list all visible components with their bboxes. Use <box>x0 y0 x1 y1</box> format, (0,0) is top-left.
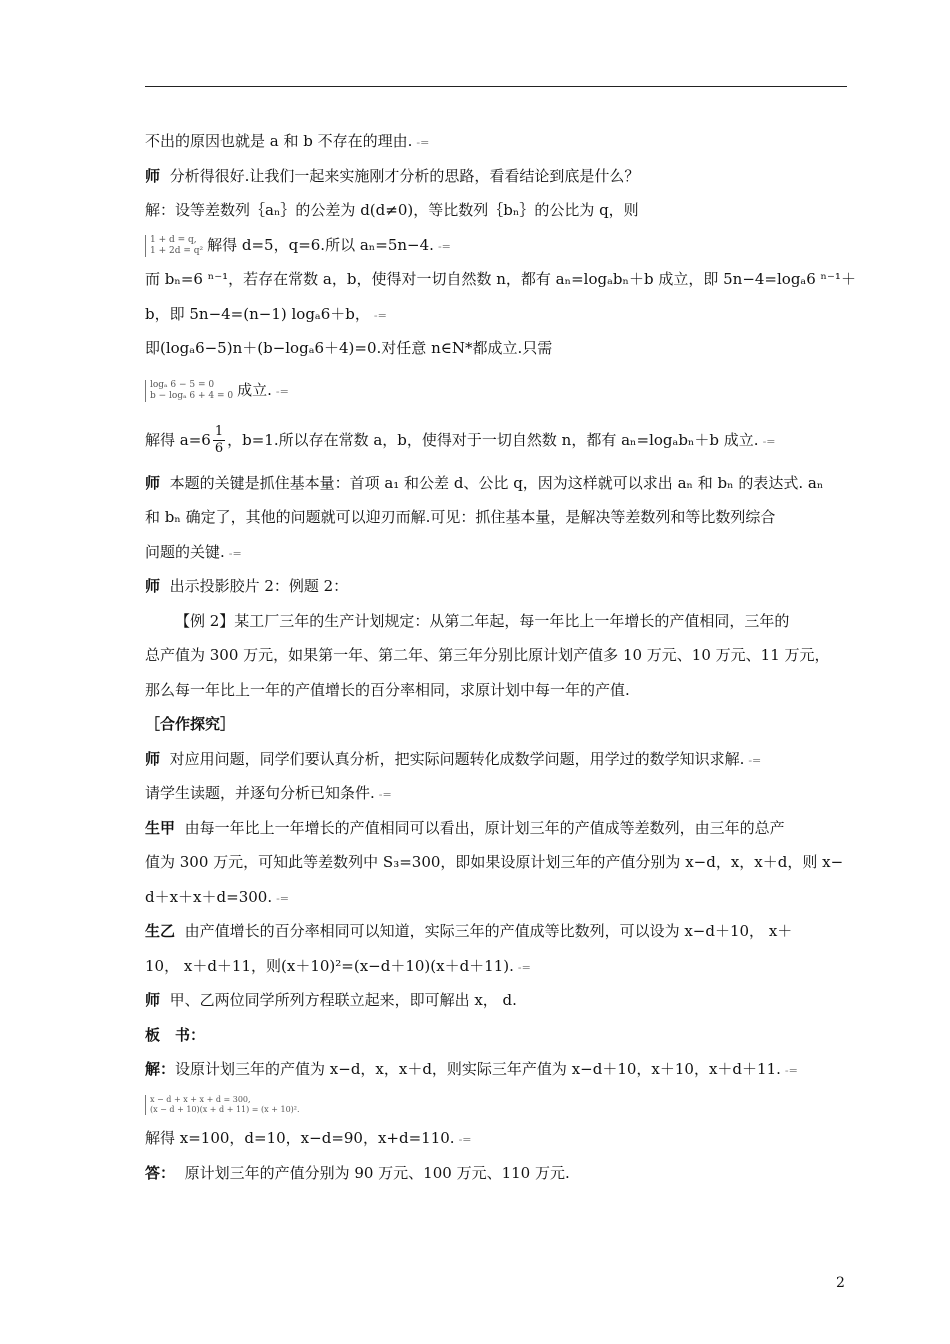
speaker-label: 生甲 <box>145 818 176 837</box>
paragraph-line: 师 分析得很好.让我们一起来实施刚才分析的思路，看看结论到底是什么？ <box>145 166 640 185</box>
paragraph-line: 解得 x=100，d=10，x−d=90，x+d=110. -= <box>145 1129 472 1147</box>
paragraph-line: 师 本题的关键是抓住基本量：首项 a₁ 和公差 d、公比 q，因为这样就可以求出 aₙ 和 bₙ 的表达式. aₙ <box>145 473 824 492</box>
speaker-label: 生乙 <box>145 922 176 940</box>
paragraph-line: 【例 2】某工厂三年的生产计划规定：从第二年起，每一年比上一年增长的产值相同，三年的 <box>175 611 790 630</box>
paragraph-line: 解得 a=6 $\frac{1}{6}$ ，b=1.所以存在常数 a，b，使得对于一切自然数 n，都有 aₙ=logₐbₙ＋b 成立. -= <box>145 424 776 456</box>
equation-system: x − d + x + x + d = 300, (x − d + 10)(x + d + 11) = (x + 10)². <box>145 1095 300 1115</box>
document-body <box>145 124 856 1190</box>
speaker-label: 师 <box>145 473 161 492</box>
speaker-label: 师 <box>145 749 161 768</box>
paragraph-line: 1 + d = q, 1 + 2d = q² 解得 d=5，q=6.所以 aₙ=5n−4. -= <box>145 228 850 263</box>
paragraph-line: b，即 5n−4=(n−1) logₐ6＋b， -= <box>145 304 387 323</box>
speaker-label: 师 <box>145 577 161 595</box>
page-number: 2 <box>836 1275 845 1291</box>
paragraph-line: 总产值为 300 万元，如果第一年、第二年、第三年分别比原计划产值多 10 万元、10 万元、11 万元， <box>145 646 830 664</box>
paragraph-line: 师 出示投影胶片 2：例题 2： <box>145 577 349 595</box>
paragraph-line <box>145 1087 850 1122</box>
paragraph-line: 答： 原计划三年的产值分别为 90 万元、100 万元、110 万元. <box>145 1163 570 1182</box>
paragraph-line: 请学生读题，并逐句分析已知条件. -= <box>145 784 392 802</box>
paragraph-line: d＋x＋x＋d=300. -= <box>145 887 290 906</box>
paragraph-line: 师 甲、乙两位同学所列方程联立起来，即可解出 x， d. <box>145 991 517 1009</box>
paragraph-line: 而 bₙ=6 ⁿ⁻¹，若存在常数 a，b，使得对一切自然数 n，都有 aₙ=logₐbₙ＋b 成立，即 5n−4=logₐ6 ⁿ⁻¹＋ <box>145 270 856 288</box>
paragraph-line: 师 对应用问题，同学们要认真分析，把实际问题转化成数学问题，用学过的数学知识求解. -= <box>145 749 762 768</box>
speaker-label: 师 <box>145 166 161 185</box>
fraction: $\frac{1}{6}$ <box>214 424 224 456</box>
equation-system: 1 + d = q, 1 + 2d = q² <box>145 235 203 257</box>
paragraph-line: 解：设原计划三年的产值为 x−d，x，x＋d，则实际三年产值为 x−d＋10，x＋10，x＋d＋11. -= <box>145 1060 798 1078</box>
speaker-label: 解： <box>145 1060 176 1078</box>
speaker-label: 板 书： <box>145 1025 206 1044</box>
paragraph-line: 值为 300 万元，可知此等差数列中 S₃=300，即如果设原计划三年的产值分别为 x−d，x，x＋d，则 x− <box>145 853 844 871</box>
equation-system: logₐ 6 − 5 = 0 b − logₐ 6 + 4 = 0 <box>145 380 233 402</box>
header-rule <box>145 86 847 87</box>
section-heading: ［合作探究］ <box>145 715 236 733</box>
paragraph-line: 即(logₐ6−5)n＋(b−logₐ6＋4)=0.对任意 n∈N*都成立.只需 <box>145 339 553 357</box>
paragraph-line: 问题的关键. -= <box>145 542 242 561</box>
paragraph-line: 不出的原因也就是 a 和 b 不存在的理由. -= <box>145 132 430 150</box>
paragraph-line: 解：设等差数列｛aₙ｝的公差为 d(d≠0)，等比数列｛bₙ｝的公比为 q，则 <box>145 201 639 219</box>
paragraph-line: 那么每一年比上一年的产值增长的百分率相同，求原计划中每一年的产值. <box>145 680 630 699</box>
paragraph-line: logₐ 6 − 5 = 0 b − logₐ 6 + 4 = 0 成立. -= <box>145 366 850 414</box>
paragraph-line: 生甲 由每一年比上一年增长的产值相同可以看出，原计划三年的产值成等差数列，由三年的总产 <box>145 818 785 837</box>
paragraph-line: 和 bₙ 确定了，其他的问题就可以迎刃而解.可见：抓住基本量，是解决等差数列和等比数列综合 <box>145 508 776 526</box>
speaker-label: 答： <box>145 1163 176 1182</box>
speaker-label: 师 <box>145 991 161 1009</box>
paragraph-line <box>145 1018 850 1053</box>
paragraph-line: 10， x＋d＋11，则(x＋10)²=(x−d＋10)(x＋d＋11). -= <box>145 956 531 975</box>
paragraph-line: 生乙 由产值增长的百分率相同可以知道，实际三年的产值成等比数列，可以设为 x−d＋10， x＋ <box>145 922 793 940</box>
